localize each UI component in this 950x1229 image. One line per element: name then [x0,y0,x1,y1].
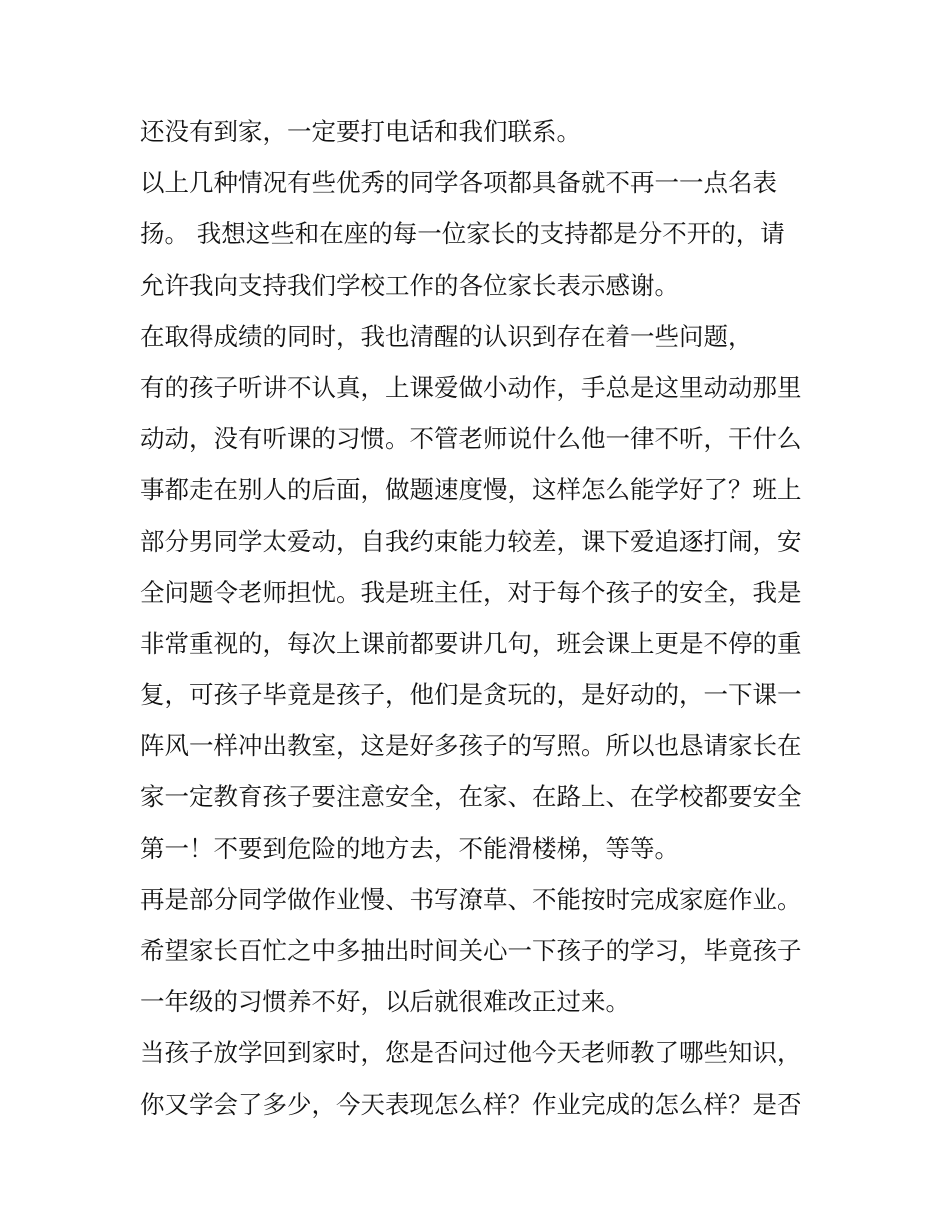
text-line: 有的孩子听讲不认真，上课爱做小动作，手总是这里动动那里 [140,372,802,402]
text-line: 动动，没有听课的习惯。不管老师说什么他一律不听，干什么 [140,424,802,454]
text-line: 当孩子放学回到家时，您是否问过他今天老师教了哪些知识， [140,1038,802,1068]
text-line: 你又学会了多少，今天表现怎么样？作业完成的怎么样？是否 [140,1089,802,1119]
text-line: 第一！不要到危险的地方去，不能滑楼梯，等等。 [140,833,679,863]
text-line: 部分男同学太爱动，自我约束能力较差，课下爱追逐打闹，安 [140,526,802,556]
text-line: 家一定教育孩子要注意安全，在家、在路上、在学校都要安全 [140,782,802,812]
body-text [140,106,820,1130]
text-line: 非常重视的，每次上课前都要讲几句，班会课上更是不停的重 [140,628,802,658]
text-line: 事都走在别人的后面，做题速度慢，这样怎么能学好了？班上 [140,475,802,505]
text-line: 复，可孩子毕竟是孩子，他们是贪玩的，是好动的，一下课一 [140,680,802,710]
text-line: 再是部分同学做作业慢、书写潦草、不能按时完成家庭作业。 [140,884,802,914]
text-line: 一年级的习惯养不好，以后就很难改正过来。 [140,987,630,1017]
text-line: 还没有到家，一定要打电话和我们联系。 [140,117,581,146]
text-line: 扬。 我想这些和在座的每一位家长的支持都是分不开的，请 [140,219,785,249]
text-line: 全问题令老师担忧。我是班主任，对于每个孩子的安全，我是 [140,577,802,607]
text-line: 以上几种情况有些优秀的同学各项都具备就不再一一点名表 [140,168,777,198]
text-line: 允许我向支持我们学校工作的各位家长表示感谢。 [140,270,679,300]
text-line: 在取得成绩的同时，我也清醒的认识到存在着一些问题， [140,321,753,351]
text-line: 希望家长百忙之中多抽出时间关心一下孩子的学习，毕竟孩子 [140,936,802,965]
text-line: 阵风一样冲出教室，这是好多孩子的写照。所以也恳请家长在 [140,731,802,761]
